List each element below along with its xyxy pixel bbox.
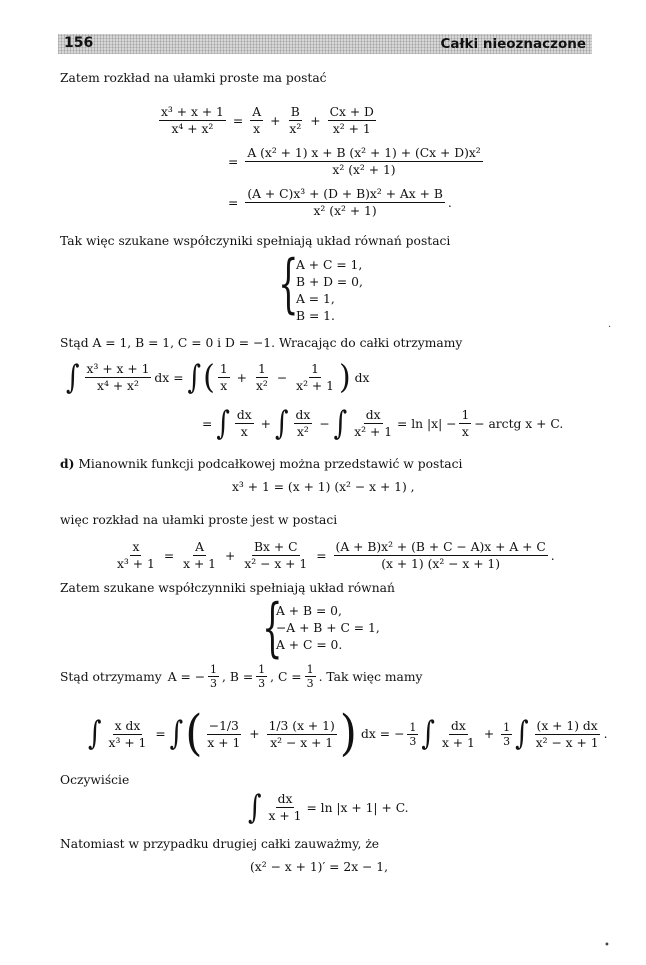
equation-derivative: (x² − x + 1)′ = 2x − 1, — [250, 860, 388, 874]
paragraph-decomposition: więc rozkład na ułamki proste jest w postaci — [60, 513, 338, 527]
left-brace: { — [278, 247, 299, 321]
fraction: $\frac{-1/3}{x + 1}$ — [207, 718, 241, 750]
fraction: $\frac{(x + 1) dx}{\text{x² − x + 1}}$ — [535, 718, 599, 750]
fraction: $\frac{1}{3}$ — [210, 663, 218, 690]
fraction: $\frac{x}{\text{x³ + 1}}$ — [117, 540, 155, 571]
system-line: A = 1, — [296, 292, 335, 306]
equation-integral-d: ∫ $\frac{\text{x dx}}{\text{x³ + 1}}$ = ∫ ( $\frac{-1/3}{x + 1}$ + $\frac{1/3 (x + 1)}{\text{x² − x + 1}}$ ) dx = − $\frac{1}{3}$ ∫ $\frac{dx}{x + 1}$ + $\frac{1}{3}$ ∫ $\frac{(x + 1) dx}{\text{x² − x + 1}}$ . — [88, 705, 608, 762]
fraction: $\frac{Bx + C}{\text{x² − x + 1}}$ — [244, 540, 308, 571]
scan-speck: · — [608, 322, 612, 333]
scan-speck: • — [604, 940, 610, 951]
fraction: $\frac{B}{\text{x²}}$ — [289, 105, 302, 136]
left-brace: { — [262, 591, 283, 665]
system-line: B = 1. — [296, 309, 335, 323]
paragraph-part-d — [60, 456, 462, 472]
equation-decomposition-line1: $\frac{\text{x³ + x + 1}}{\text{x⁴ + x²}}$ = $\frac{A}{x}$ + $\frac{B}{\text{x²}}$ + $\frac{Cx + D}{\text{x² + 1}}$ — [161, 105, 374, 136]
paragraph-system2-intro: Zatem szukane współczynniki spełniają układ równań — [60, 581, 395, 595]
fraction: $\frac{dx}{x}$ — [236, 408, 252, 439]
fraction: $\frac{dx}{\text{x² + 1}}$ — [354, 408, 393, 439]
system-line: −A + B + C = 1, — [276, 621, 380, 635]
fraction: $\frac{A}{x}$ — [252, 105, 262, 136]
equation-decomposition-d: $\frac{x}{\text{x³ + 1}}$ = $\frac{A}{x + 1}$ + $\frac{Bx + C}{\text{x² − x + 1}}$ = $\frac{\text{(A + B)x² + (B + C − A)x + A + C}}{\text{(x + 1) (x² − x + 1)}}$ . — [117, 540, 555, 571]
system-line: A + B = 0, — [276, 604, 342, 618]
paragraph-obviously: Oczywiście — [60, 773, 130, 787]
paragraph-coefficients-d: Stąd otrzymamy A = − $\frac{1}{3}$ , B = $\frac{1}{3}$ , C = $\frac{1}{3}$ . Tak więc mamy — [60, 663, 423, 690]
fraction: $\frac{\text{(A + B)x² + (B + C − A)x + A + C}}{\text{(x + 1) (x² − x + 1)}}$ — [335, 540, 546, 571]
running-title: Całki nieoznaczone — [440, 36, 586, 52]
fraction: $\frac{1/3 (x + 1)}{\text{x² − x + 1}}$ — [268, 718, 335, 750]
running-header — [58, 34, 592, 54]
equation-log-integral: ∫ $\frac{dx}{x + 1}$ = ln |x + 1| + C. — [248, 788, 409, 827]
fraction: $\frac{1}{x}$ — [461, 408, 470, 439]
equation-factorization: x³ + 1 = (x + 1) (x² − x + 1) , — [232, 480, 415, 494]
fraction: $\frac{dx}{x + 1}$ — [441, 718, 475, 750]
equation-integral-line2: = ∫ $\frac{dx}{x}$ + ∫ $\frac{dx}{\text{x²}}$ − ∫ $\frac{dx}{\text{x² + 1}}$ = ln |x| − $\frac{1}{x}$ − arctg x + C. — [202, 404, 564, 443]
part-label: d) — [60, 456, 75, 471]
fraction: $\frac{dx}{\text{x²}}$ — [295, 408, 311, 439]
system-line: A + C = 0. — [276, 638, 343, 652]
system-line: A + C = 1, — [296, 258, 363, 272]
fraction: $\frac{1}{3}$ — [503, 720, 511, 748]
system-line: B + D = 0, — [296, 275, 363, 289]
fraction: $\frac{dx}{x + 1}$ — [268, 792, 302, 823]
fraction: $\frac{1}{\text{x² + 1}}$ — [296, 362, 334, 393]
fraction: $\frac{1}{x}$ — [219, 362, 228, 393]
fraction: $\frac{1}{3}$ — [409, 720, 417, 748]
fraction: $\frac{\text{A (x² + 1) x + B (x² + 1) + (Cx + D)x²}}{\text{x² (x² + 1)}}$ — [247, 146, 481, 177]
fraction: $\frac{1}{\text{x²}}$ — [255, 362, 268, 393]
paragraph-second-integral: Natomiast w przypadku drugiej całki zauważmy, że — [60, 837, 380, 851]
paragraph-intro: Zatem rozkład na ułamki proste ma postać — [60, 71, 327, 85]
fraction: $\frac{\text{x dx}}{\text{x³ + 1}}$ — [108, 718, 147, 750]
equation-integral-line1: ∫ $\frac{\text{x³ + x + 1}}{\text{x⁴ + x²}}$ dx = ∫ ( $\frac{1}{x}$ + $\frac{1}{\text{x²}}$ − $\frac{1}{\text{x² + 1}}$ ) dx — [66, 357, 370, 397]
fraction: $\frac{\text{(A + C)x³ + (D + B)x² + Ax + B}}{\text{x² (x² + 1)}}$ — [247, 187, 443, 218]
fraction: $\frac{1}{3}$ — [258, 663, 266, 690]
paragraph-coefficients: Stąd A = 1, B = 1, C = 0 i D = −1. Wracając do całki otrzymamy — [60, 336, 463, 350]
fraction: $\frac{\text{x³ + x + 1}}{\text{x⁴ + x²}}$ — [161, 105, 224, 136]
equation-decomposition-line2: = $\frac{\text{A (x² + 1) x + B (x² + 1) + (Cx + D)x²}}{\text{x² (x² + 1)}}$ — [228, 146, 481, 177]
fraction: $\frac{1}{3}$ — [306, 663, 314, 690]
equation-decomposition-line3: = $\frac{\text{(A + C)x³ + (D + B)x² + Ax + B}}{\text{x² (x² + 1)}}$ . — [228, 187, 452, 218]
part-d-text: Mianownik funkcji podcałkowej można przedstawić w postaci — [78, 457, 463, 471]
page-number: 156 — [64, 35, 94, 51]
fraction: $\frac{\text{x³ + x + 1}}{\text{x⁴ + x²}}$ — [86, 362, 150, 393]
paragraph-system-intro: Tak więc szukane współczyniki spełniają układ równań postaci — [60, 234, 451, 248]
fraction: $\frac{A}{x + 1}$ — [183, 540, 217, 571]
fraction: $\frac{Cx + D}{\text{x² + 1}}$ — [329, 105, 374, 136]
